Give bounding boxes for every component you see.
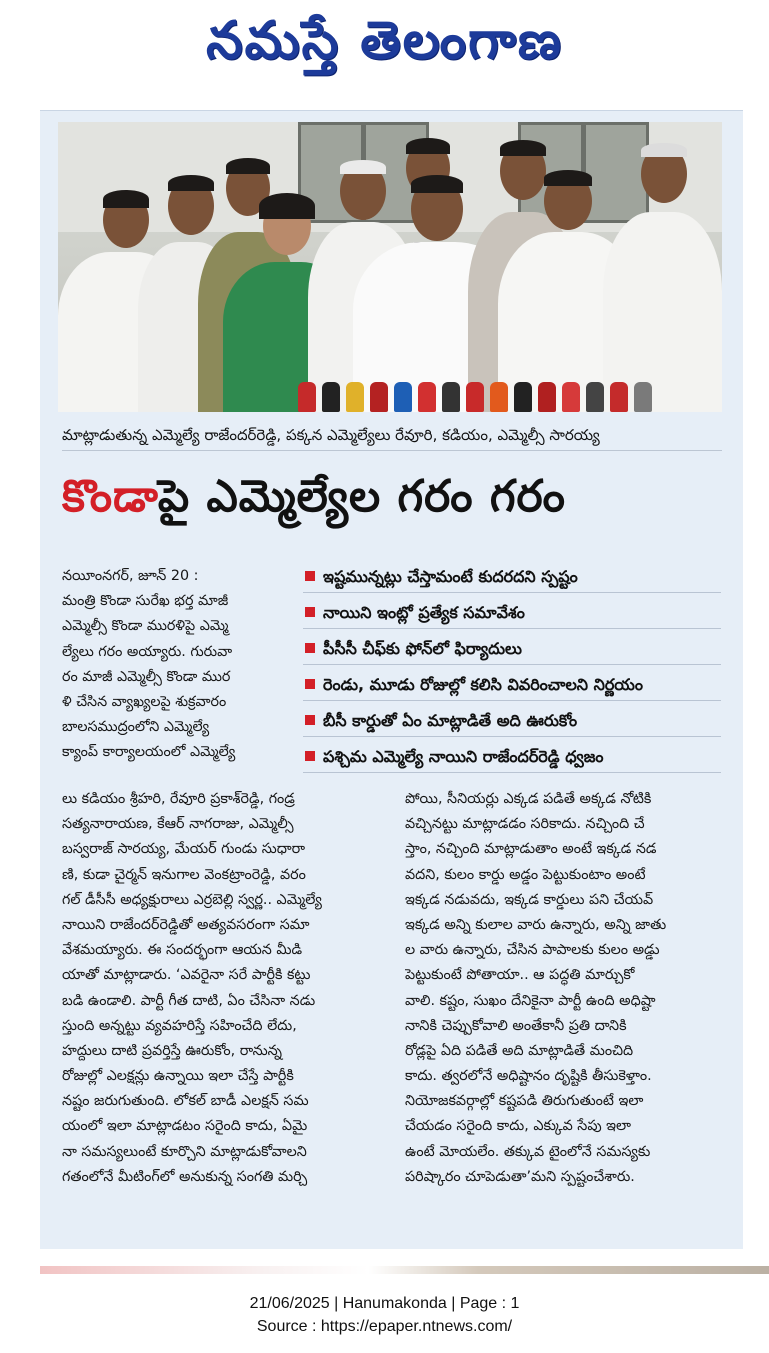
- bullet-text: రెండు, మూడు రోజుల్లో కలిసి వివరించాలని నిర్ణయం: [323, 675, 643, 694]
- article-column-right: [405, 787, 723, 1190]
- bullet-square-icon: [305, 715, 315, 725]
- highlight-bullet-item: [303, 706, 721, 737]
- article-text-line: పెట్టుకుంటే పోతాయా.. ఆ పద్ధతి మార్చుకో: [405, 967, 635, 984]
- article-text-line: క్యాంప్ కార్యాలయంలో ఎమ్మెల్యే: [62, 744, 236, 761]
- article-text-line: బడి ఉండాలి. పార్టీ గీత దాటి, ఏం చేసినా నడు: [62, 992, 316, 1009]
- article-text-line: బస్వరాజ్ సారయ్య, మేయర్ గుండు సుధారా: [62, 841, 306, 858]
- headline-highlight: కొండా: [62, 471, 158, 522]
- highlight-bullets: [303, 562, 721, 778]
- next-article-strip: [40, 1266, 769, 1274]
- article-text-line: మంత్రి కొండా సురేఖ భర్త మాజీ: [62, 593, 229, 610]
- article-text-line: ఎమ్మెల్సీ కొండా మురళిపై ఎమ్మె: [62, 618, 229, 635]
- article-text-line: నియోజకవర్గాల్లో కష్టపడి తిరుగుతుంటే ఇలా: [405, 1093, 644, 1110]
- newspaper-masthead: నమస్తే తెలంగాణ: [206, 11, 563, 71]
- article-text-line: నయీంనగర్, జూన్ 20 :: [62, 568, 199, 584]
- article-text-line: లు కడియం శ్రీహరి, రేవూరి ప్రకాశ్‌రెడ్డి, గండ్ర: [62, 791, 295, 807]
- article-text-line: గతంలోనే మీటింగ్‌లో అనుకున్న సంగతి మర్చి: [62, 1168, 308, 1185]
- highlight-bullet-item: [303, 742, 721, 773]
- footer-date-line: 21/06/2025 | Hanumakonda | Page : 1: [249, 1295, 520, 1312]
- article-text-line: స్తాం, నచ్చింది మాట్లాడుతాం అంటే ఇక్కడ నడ: [405, 841, 657, 858]
- photo-caption: మాట్లాడుతున్న ఎమ్మెల్యే రాజేందర్‌రెడ్డి, పక్కన ఎమ్మెల్యేలు రేవూరి, కడియం, ఎమ్మెల్సీ సారయ్య: [62, 420, 722, 451]
- article-text-line: ఉంటే మోయలేం. తక్కువ టైంలోనే సమస్యకు: [405, 1143, 651, 1160]
- article-text-line: నా సమస్యలుంటే కూర్చొని మాట్లాడుకోవాలని: [62, 1143, 307, 1160]
- news-photo: [58, 122, 722, 412]
- photo-person: [603, 137, 722, 412]
- article-text-line: యాతో మాట్లాడారు. ‘ఎవరైనా సరే పార్టీకి కట్టు: [62, 967, 311, 984]
- article-text-line: వేశమయ్యారు. ఈ సందర్భంగా ఆయన మీడి: [62, 942, 303, 959]
- article-text-line: ళి చేసిన వ్యాఖ్యలపై శుక్రవారం: [62, 693, 227, 710]
- article-text-line: సత్యనారాయణ, కేఆర్ నాగరాజు, ఎమ్మెల్సీ: [62, 816, 294, 833]
- article-text-line: రోడ్లపై ఏది పడితే అది మాట్లాడితే మంచిది: [405, 1042, 634, 1059]
- article-text-line: స్తుంది అన్నట్టు వ్యవహరిస్తే సహించేది లేదు,: [62, 1017, 297, 1034]
- article-text-line: నాయిని రాజేందర్‌రెడ్డితో అత్యవసరంగా సమా: [62, 916, 310, 933]
- bullet-text: ఇష్టమున్నట్లు చేస్తామంటే కుదరదని స్పష్టం: [323, 567, 578, 586]
- article-text-line: ల్యేలు గరం అయ్యారు. గురువా: [62, 643, 233, 660]
- article-text-line: రోజుల్లో ఎలక్షన్లు ఉన్నాయి ఇలా చేస్తే పార్టీకి: [62, 1068, 294, 1085]
- highlight-bullet-item: [303, 562, 721, 593]
- article-text-line: నానికి చెప్పుకోవాలి అంతేకానీ ప్రతి దానికి: [405, 1017, 627, 1034]
- article-column-left: [62, 787, 392, 1190]
- bullet-text: నాయిని ఇంట్లో ప్రత్యేక సమావేశం: [323, 603, 525, 622]
- highlight-bullet-item: [303, 634, 721, 665]
- article-text-line: రం మాజీ ఎమ్మెల్సీ కొండా ముర: [62, 668, 231, 685]
- bullet-text: పీసీసీ చీఫ్‌కు ఫోన్‌లో ఫిర్యాదులు: [323, 639, 522, 658]
- article-text-line: పోయి, సీనియర్లు ఎక్కడ పడితే అక్కడ నోటికి: [405, 791, 652, 807]
- article-text-line: హద్దులు దాటి ప్రవర్తిస్తే ఊరుకోం, రానున్న: [62, 1042, 282, 1059]
- article-headline: [62, 462, 722, 532]
- article-text-line: బాలసముద్రంలోని ఎమ్మెల్యే: [62, 719, 210, 736]
- article-text-line: వచ్చినట్టు మాట్లాడడం సరికాదు. నచ్చింది చే: [405, 816, 645, 833]
- article-text-line: యంలో ఇలా మాట్లాడటం సరైంది కాదు, ఏమై: [62, 1118, 308, 1135]
- article-text-line: ఇక్కడ అన్ని కులాల వారు ఉన్నారు, అన్ని జాతు: [405, 916, 667, 933]
- highlight-bullet-item: [303, 670, 721, 701]
- article-text-line: వాలి. కష్టం, సుఖం దేనికైనా పార్టీ ఉంది అధిష్టా: [405, 992, 656, 1009]
- article-text-line: ల వారు ఉన్నారు, చేసిన పాపాలకు కులం అడ్డు: [405, 942, 660, 959]
- article-column-left-top: [62, 564, 294, 766]
- article-text-line: పరిష్కారం చూపెడుతా’మని స్పష్టంచేశారు.: [405, 1168, 635, 1185]
- bullet-text: పశ్చిమ ఎమ్మెల్యే నాయిని రాజేందర్‌రెడ్డి ధ్వజం: [323, 747, 604, 766]
- bullet-square-icon: [305, 643, 315, 653]
- article-text-line: కాదు. త్వరలోనే అధిష్టానం దృష్టికి తీసుకెళ్తాం.: [405, 1068, 652, 1085]
- bullet-text: బీసీ కార్డుతో ఏం మాట్లాడితే అది ఊరుకోం: [323, 711, 578, 730]
- article-text-line: నష్టం జరుగుతుంది. లోకల్ బాడీ ఎలక్షన్ సమ: [62, 1093, 309, 1110]
- bullet-square-icon: [305, 751, 315, 761]
- page-footer: [0, 1292, 769, 1338]
- article-text-line: వదని, కులం కార్డు అడ్డం పెట్టుకుంటాం అంటే: [405, 866, 646, 883]
- footer-source-line: Source : https://epaper.ntnews.com/: [256, 1318, 513, 1335]
- article-text-line: గల్ డీసీసీ అధ్యక్షురాలు ఎర్రబెల్లి స్వర్ణ.. ఎమ్మెల్యే: [62, 891, 322, 908]
- bullet-square-icon: [305, 571, 315, 581]
- headline-rest: పై ఎమ్మెల్యేల గరం గరం: [157, 471, 566, 522]
- article-text-line: ఇక్కడ నడువదు, ఇక్కడ కార్డులు పని చేయవ్: [405, 891, 654, 908]
- article-text-line: ణి, కుడా చైర్మన్ ఇనుగాల వెంకట్రాంరెడ్డి, వరం: [62, 866, 306, 883]
- microphones: [298, 378, 678, 412]
- highlight-bullet-item: [303, 598, 721, 629]
- article-text-line: చేయడం సరైంది కాదు, ఎక్కువ సేపు ఇలా: [405, 1118, 631, 1135]
- bullet-square-icon: [305, 679, 315, 689]
- bullet-square-icon: [305, 607, 315, 617]
